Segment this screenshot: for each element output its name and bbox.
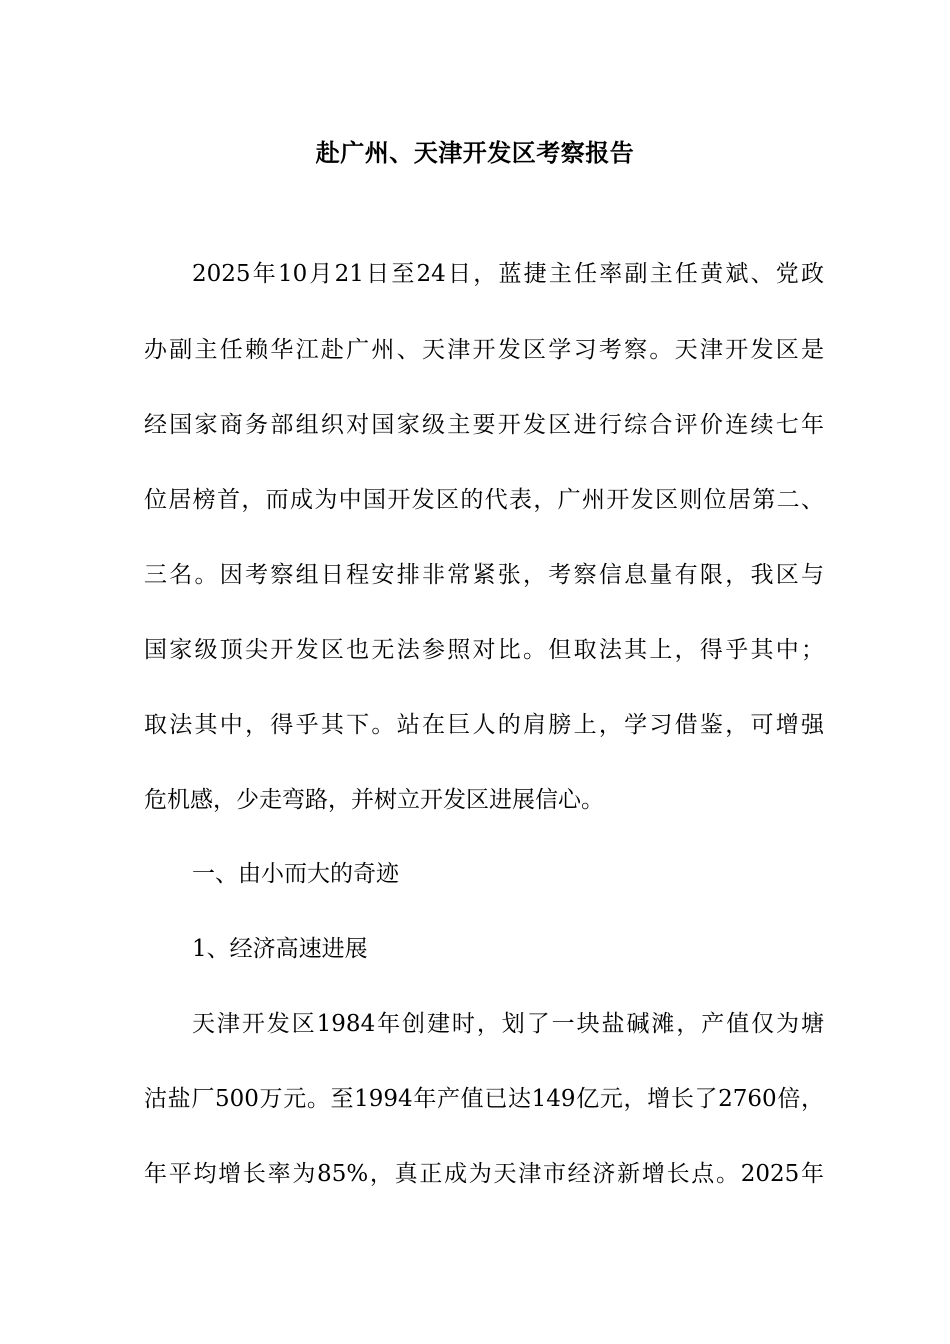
paragraph-line: 沽盐厂500万元。至1994年产值已达149亿元，增长了2760倍， [144, 1086, 824, 1112]
paragraph-line: 取法其中，得乎其下。站在巨人的肩膀上，学习借鉴，可增强 [144, 712, 824, 738]
paragraph-line: 位居榜首，而成为中国开发区的代表，广州开发区则位居第二、 [144, 487, 824, 513]
subsection-heading: 1、经济高速进展 [192, 936, 368, 962]
document-title: 赴广州、天津开发区考察报告 [315, 138, 635, 167]
paragraph-line: 危机感，少走弯路，并树立开发区进展信心。 [144, 787, 604, 813]
paragraph-line: 三名。因考察组日程安排非常紧张，考察信息量有限，我区与 [144, 562, 824, 588]
paragraph-line: 国家级顶尖开发区也无法参照对比。但取法其上，得乎其中； [144, 637, 824, 663]
paragraph-line: 经国家商务部组织对国家级主要开发区进行综合评价连续七年 [144, 412, 824, 438]
paragraph-line: 天津开发区1984年创建时，划了一块盐碱滩，产值仅为塘 [192, 1011, 824, 1037]
section-heading: 一、由小而大的奇迹 [192, 861, 399, 887]
paragraph-line: 办副主任赖华江赴广州、天津开发区学习考察。天津开发区是 [144, 337, 824, 363]
paragraph-line: 2025年10月21日至24日，蓝捷主任率副主任黄斌、党政 [192, 261, 824, 287]
paragraph-line: 年平均增长率为85%，真正成为天津市经济新增长点。2025年 [144, 1161, 824, 1187]
